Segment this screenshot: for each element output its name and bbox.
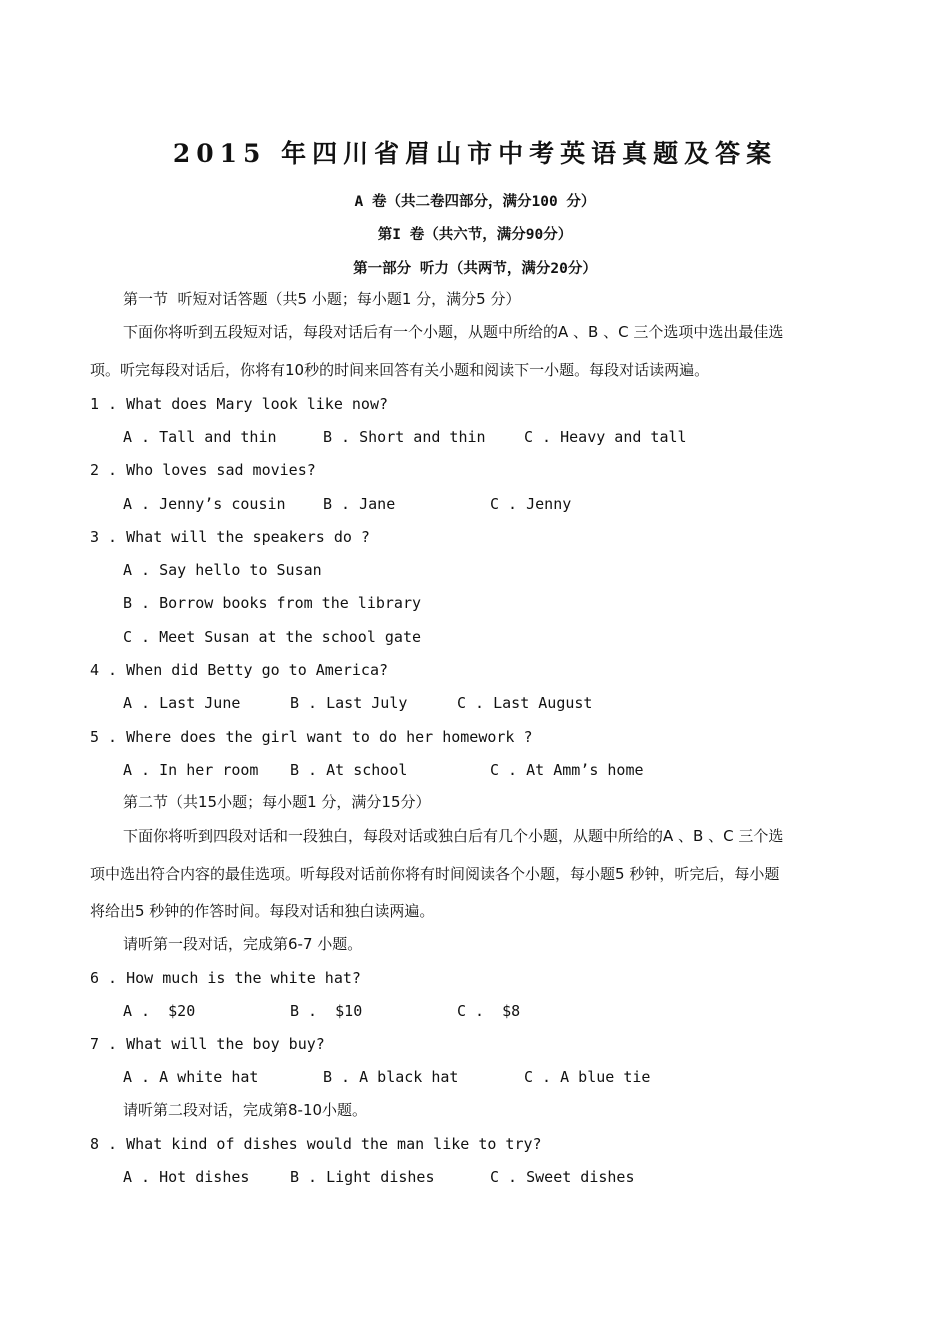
q3-option-b: B . Borrow books from the library [123,594,422,612]
section1-instruction-cont: 项。听完每段对话后，你将有10秒的时间来回答有关小题和阅读下一小题。每段对话读两遍。 [90,361,710,379]
question-2: 2 . Who loves sad movies? [90,461,316,479]
q7-option-b: B . A black hat [323,1068,459,1086]
section2-label: 第二节（共15小题；每小题1 分，满分15分） [123,793,431,811]
question-1: 1 . What does Mary look like now? [90,395,389,413]
paper-heading: A 卷（共二卷四部分，满分100 分） [354,194,596,210]
q6-option-c: C . $8 [457,1002,521,1020]
q4-option-b: B . Last July [290,694,408,712]
q2-option-b: B . Jane [323,495,396,513]
section1-label: 第一节 听短对话答题（共5 小题；每小题1 分，满分5 分） [123,290,521,308]
question-7: 7 . What will the boy buy? [90,1035,325,1053]
q2-option-c: C . Jenny [490,495,572,513]
q3-option-a: A . Say hello to Susan [123,561,322,579]
q5-option-b: B . At school [290,761,408,779]
q3-option-c: C . Meet Susan at the school gate [123,628,422,646]
question-8: 8 . What kind of dishes would the man like to try? [90,1135,542,1153]
q7-option-c: C . A blue tie [524,1068,651,1086]
dialog-1-prompt: 请听第一段对话，完成第6-7 小题。 [123,935,363,953]
q8-option-a: A . Hot dishes [123,1168,250,1186]
question-4: 4 . When did Betty go to America? [90,661,389,679]
page-title: 2015 年四川省眉山市中考英语真题及答案 [172,139,778,168]
q1-option-b: B . Short and thin [323,428,486,446]
dialog-2-prompt: 请听第二段对话，完成第8-10小题。 [123,1101,368,1119]
section2-instruction-end: 将给出5 秒钟的作答时间。每段对话和独白读两遍。 [90,902,435,920]
q6-option-b: B . $10 [290,1002,363,1020]
section1-instruction: 下面你将听到五段短对话，每段对话后有一个小题，从题中所给的A 、B 、C 三个选项中选出最佳选 [123,323,784,341]
q5-option-c: C . At Amm’s home [490,761,644,779]
question-5: 5 . Where does the girl want to do her homework ? [90,728,533,746]
question-3: 3 . What will the speakers do ? [90,528,370,546]
q7-option-a: A . A white hat [123,1068,259,1086]
q8-option-b: B . Light dishes [290,1168,435,1186]
q5-option-a: A . In her room [123,761,259,779]
part-heading: 第一部分 听力（共两节，满分20分） [353,261,597,277]
volume-heading: 第I 卷（共六节，满分90分） [377,227,573,243]
q4-option-c: C . Last August [457,694,593,712]
q1-option-a: A . Tall and thin [123,428,277,446]
q1-option-c: C . Heavy and tall [524,428,687,446]
section2-instruction-cont: 项中选出符合内容的最佳选项。听每段对话前你将有时间阅读各个小题，每小题5 秒钟，听完后，每小题 [90,865,780,883]
question-6: 6 . How much is the white hat? [90,969,361,987]
section2-instruction: 下面你将听到四段对话和一段独白，每段对话或独白后有几个小题，从题中所给的A 、B 、C 三个选 [123,827,784,845]
q4-option-a: A . Last June [123,694,241,712]
q2-option-a: A . Jenny’s cousin [123,495,286,513]
q6-option-a: A . $20 [123,1002,196,1020]
q8-option-c: C . Sweet dishes [490,1168,635,1186]
